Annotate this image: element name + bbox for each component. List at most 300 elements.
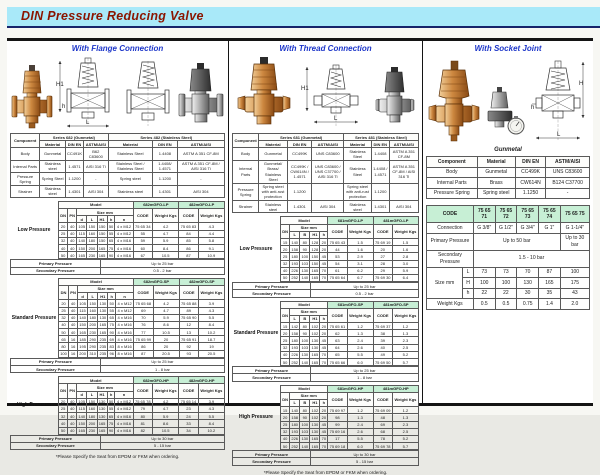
cell: 4 x M16 [116, 252, 132, 258]
header-cell: L [87, 391, 97, 398]
cell: 140 [78, 413, 86, 419]
cell: 75 65 43 [329, 239, 346, 245]
header-cell: Material [259, 141, 288, 148]
cell: Gunmetal [40, 148, 66, 160]
cell: 140 [301, 275, 309, 281]
cell: Gunmetal/ Brass/ Stainless Steel [259, 160, 288, 183]
cell: 1.5 [347, 239, 373, 246]
cell: 4.2 [153, 398, 179, 405]
cell: 61 [328, 267, 347, 274]
cell: 5 - 15 bar [311, 458, 419, 465]
cell: 200 [88, 245, 96, 251]
cell: 83 [109, 343, 114, 349]
svg-text:h: h [62, 104, 66, 110]
cell: 100 [301, 253, 309, 259]
cell: 1.4301 [65, 185, 83, 197]
cell: 50 [59, 252, 68, 259]
cell: Up to 30 bar [560, 233, 589, 250]
cell: 150 [98, 238, 106, 244]
cell: 8 x M16 [117, 343, 132, 349]
cell: Spring steel with anti-rust protection [259, 183, 288, 201]
header-cell: Model [59, 278, 134, 285]
cell: 75 65 14 [180, 399, 197, 405]
header-cell: Series 482 (Stainless Steel) [108, 134, 224, 141]
socket-valve-with-gauge-photo [485, 86, 525, 144]
cell: Up to 25 bar [100, 260, 224, 267]
header-cell: DIN EN [287, 141, 312, 148]
header-cell: 75 65 72 [495, 206, 517, 223]
cell: 40 [59, 321, 69, 328]
cell: 1.6 [347, 246, 373, 253]
cell: 180 [291, 422, 299, 427]
cell: ASTM A 351 CF-8M / AISI 316 Ti [389, 160, 418, 183]
cell: Internal Parts [11, 160, 40, 172]
header-cell: ASTM/AISI [177, 141, 224, 148]
cell: 1.1200 [153, 173, 178, 185]
cell: 1.5 [392, 239, 418, 246]
content-area [7, 38, 593, 475]
cell: 2.3 [392, 421, 418, 428]
cell: 160 [88, 406, 96, 412]
header-cell: L [290, 231, 300, 238]
cell: Primary Pressure [11, 260, 101, 267]
cell: 5.9 [153, 413, 179, 420]
cell: 103 [301, 429, 309, 435]
header-cell: 75 65 71 [473, 206, 495, 223]
flange-low-pressure-ranges [10, 259, 225, 274]
cell: 5.2 [392, 351, 418, 358]
cell: 33 [179, 420, 199, 427]
cell: 4 x M16 [116, 245, 132, 251]
cell: 180 [88, 238, 96, 244]
cell: 1.4408/ 1.4571 [153, 160, 178, 172]
cell: 45 [321, 345, 327, 351]
svg-text:L: L [86, 120, 90, 126]
cell: 48 [373, 414, 392, 421]
cell: 1.4 [539, 299, 561, 310]
cell: 1.1200 [65, 173, 83, 185]
header-cell: ASTM/AISI [312, 141, 344, 148]
cell: 16 [69, 336, 78, 343]
cell: 40 [373, 344, 392, 351]
cell: 20 [281, 330, 290, 337]
cell: 38 [373, 330, 392, 337]
cell: 50 [108, 223, 114, 229]
socket-valve-technical-drawing [530, 60, 588, 144]
svg-text:L: L [556, 132, 560, 138]
header-cell: Model [59, 377, 134, 384]
cell: 65 [328, 351, 347, 358]
header-cell: 75 65 75 [560, 206, 589, 223]
cell: Spring steel [108, 173, 152, 185]
thread-ordering-note: *Please Specify the Seat from EPDM or FKM when ordering. [263, 469, 388, 475]
cell: 12 [179, 321, 198, 328]
cell: 5 - 15 bar [100, 442, 224, 449]
cell: 4.7 [153, 405, 179, 412]
cell: G 3/4" [517, 223, 539, 234]
cell: Primary Pressure [427, 233, 474, 250]
socket-spec-table [426, 205, 590, 310]
stainless-flange-valve-photo [178, 62, 224, 130]
header-cell: CODE [328, 224, 347, 238]
cell: 20 [321, 407, 327, 413]
cell: 40 [68, 420, 77, 427]
cell: 20 [59, 398, 68, 405]
socket-material-subtitle: Gunmetal [494, 147, 522, 153]
header-cell: CODE [179, 209, 199, 223]
cell: Stainless Steel / Stainless Steel [108, 160, 152, 172]
header-cell: L [290, 315, 300, 322]
cell: 69 [373, 421, 392, 428]
thread-high-pressure-block [232, 385, 419, 451]
cell: 50 [59, 427, 68, 434]
cell: 200 [79, 351, 86, 357]
cell: 40 [69, 321, 78, 328]
cell: Stainless steel [344, 201, 372, 213]
cell: 165 [311, 443, 319, 449]
cell: 75 65 61 [329, 323, 346, 329]
cell: 5.7 [392, 359, 418, 366]
thread-materials-table [232, 133, 419, 213]
cell: G 1" [539, 223, 561, 234]
cell: 235 [99, 336, 107, 342]
header-cell: DIN EN [515, 157, 545, 168]
cell: 1.4408 [371, 148, 389, 160]
header-cell: 481mGFO-LP [373, 217, 418, 224]
cell: 75 65 66 [329, 359, 346, 365]
header-cell: Weight Kgs [198, 209, 224, 223]
header-cell: CODE [179, 285, 198, 299]
cell: Up to 50 bar [473, 233, 560, 250]
header-cell: CODE [373, 308, 392, 322]
cell: 4 x M16 [116, 420, 132, 426]
cell: Primary Pressure [11, 358, 101, 365]
cell: 158 [291, 246, 299, 252]
cell: ASTM A 351 CF-8M / AISI 316 Ti [177, 160, 224, 172]
cell: 252 [291, 275, 299, 281]
cell: 100 [495, 278, 517, 289]
flange-standard-pressure-block [10, 278, 225, 358]
cell: 45 [321, 261, 327, 267]
cell: 20 [321, 330, 327, 336]
cell: 93 [179, 350, 198, 357]
cell: 1 - 8 bar [311, 374, 419, 381]
header-cell: PN [68, 209, 77, 223]
header-cell: 482mGFO-SP [179, 278, 224, 285]
cell: 75 65 83 [180, 223, 197, 229]
cell: 226 [291, 268, 299, 274]
header-cell: Weight Kgs [347, 224, 373, 238]
cell: Spring steel [477, 188, 515, 199]
cell: 32 [281, 260, 290, 267]
header-cell: Material [108, 141, 152, 148]
cell: 1.3 [347, 414, 373, 421]
header-cell: Weight Kgs [153, 209, 179, 223]
cell: 8.4 [198, 321, 224, 328]
cell: 165 [98, 428, 106, 433]
cell: 65 [108, 413, 114, 419]
cell: Strainer [233, 201, 259, 213]
cell: UNS C83600 [312, 148, 344, 160]
header-cell: Size mm [78, 285, 134, 292]
header-cell: Weight Kgs [392, 308, 418, 322]
cell: ASTM A 351 CF-8M [389, 148, 418, 160]
thread-materials-table [232, 133, 419, 213]
cell: 80 [300, 407, 310, 414]
cell: 75 69 97 [329, 407, 346, 413]
cell: 1.1200 [287, 183, 312, 201]
header-cell: CODE [373, 392, 392, 406]
cell: 20.5 [198, 350, 224, 357]
cell: 40 [68, 413, 77, 420]
flange-product-images [10, 54, 225, 130]
header-cell: ASTM/AISI [389, 141, 418, 148]
cell: 73 [473, 267, 495, 278]
cell: 4 x M16 [117, 315, 132, 321]
cell: 103 [301, 345, 309, 351]
cell: 8.4 [153, 245, 179, 252]
cell: 40 [69, 329, 78, 336]
cell: 8.4 [198, 420, 224, 427]
cell: 102 [311, 323, 319, 329]
cell: B124 C37700 [546, 178, 590, 189]
header-cell: h [107, 391, 115, 398]
cell: 77 [134, 329, 153, 336]
cell: 64 [328, 344, 347, 351]
cell: 87 [179, 252, 199, 259]
socket-spec-table [426, 205, 590, 310]
cell: Pressure Spring [11, 173, 40, 185]
cell: 4 x M12 [117, 308, 132, 313]
cell: 50 [59, 329, 69, 336]
cell: Up to 25 bar [100, 358, 224, 365]
cell: 53 [328, 253, 347, 260]
cell: 165 [79, 329, 86, 335]
header-cell: L [88, 293, 98, 300]
cell: 140 [78, 238, 86, 244]
thread-low-pressure-block [232, 216, 419, 282]
cell: 18.7 [198, 336, 224, 343]
thread-low-pressure-ranges [232, 282, 419, 297]
cell: 22 [473, 288, 495, 299]
cell: Pressure Spring [233, 183, 259, 201]
header-cell: Series 681 (Gunmetal) [259, 134, 344, 141]
cell: G 3/8" [473, 223, 495, 234]
cell: 1.4301 [287, 201, 312, 213]
cell: 130 [99, 315, 107, 321]
cell: 45 [321, 253, 327, 259]
cell: 100 [560, 267, 589, 278]
cell: 90 [300, 414, 310, 421]
cell: 1.3 [392, 330, 418, 337]
cell: 252 [291, 359, 299, 365]
cell: 128 [311, 239, 319, 245]
cell: 4 x M16 [116, 413, 132, 419]
cell: 55 [133, 230, 153, 237]
header-cell: h [320, 399, 328, 406]
cell: 0.5 - 2 bar [100, 267, 224, 274]
cell: 10.5 [153, 252, 179, 259]
cell: Primary Pressure [233, 451, 311, 458]
cell: 70 [321, 443, 327, 449]
header-cell: 682mGFO-SP [134, 278, 179, 285]
cell: 39 [373, 337, 392, 344]
cell: 150 [88, 223, 96, 229]
cell: 5.5 [198, 314, 224, 321]
cell: Internal Parts [427, 178, 478, 189]
cell: 75 [109, 322, 114, 328]
cell: Gunmetal [259, 148, 288, 160]
cell: 22 [495, 288, 517, 299]
header-cell: 75 65 73 [517, 206, 539, 223]
cell: 16 [69, 343, 78, 350]
cell: 49 [373, 351, 392, 358]
cell: 9.1 [198, 245, 224, 252]
header-cell: CODE [427, 206, 474, 223]
cell: 290 [89, 336, 97, 342]
cell: 40 [68, 237, 77, 244]
cell: 4 x M12 [117, 300, 132, 306]
cell: 1.4408 / 1.4571 [371, 160, 389, 183]
cell: 193 [291, 345, 299, 351]
cell: 140 [291, 239, 299, 245]
header-cell: Weight Kgs [347, 308, 373, 322]
cell: Secondary Pressure [11, 366, 101, 373]
cell: h [463, 288, 474, 299]
header-cell: ASTM/AISI [84, 141, 109, 148]
cell: 62 [328, 330, 347, 337]
cell: 5.5 [347, 351, 373, 358]
cell: CC491K [65, 148, 83, 160]
cell: 50 [281, 359, 290, 366]
socket-materials-table [426, 156, 590, 199]
cell: 20.5 [153, 350, 179, 357]
cell: 40 [68, 398, 77, 405]
cell: 5.5 [347, 435, 373, 442]
cell: 55 [108, 231, 114, 237]
cell: 150 [88, 399, 96, 405]
cell: 3.0 [392, 260, 418, 267]
cell: 130 [311, 337, 319, 343]
header-cell: d [77, 216, 87, 223]
cell: 3.9 [198, 398, 224, 405]
cell: 8.6 [153, 321, 179, 328]
cell: 180 [291, 337, 299, 343]
cell: 76 [134, 321, 153, 328]
cell: 20 [281, 246, 290, 253]
cell: 150 [78, 245, 86, 251]
thread-high-pressure-label: High Pressure [239, 414, 273, 421]
flange-ordering-note: *Please Specify the Seat from EPDM or FKM when ordering. [55, 454, 180, 460]
cell: Gunmetal [477, 167, 515, 178]
header-cell: H1 [98, 293, 108, 300]
cell: 2.5 [392, 428, 418, 435]
cell: 75 [108, 420, 114, 426]
cell: 130 [311, 429, 319, 435]
cell: 1.4571 [65, 160, 83, 172]
cell: 45 [321, 422, 327, 427]
cell: 160 [88, 231, 96, 237]
cell: 0.5 [473, 299, 495, 310]
thread-high-pressure-ranges [232, 450, 419, 465]
cell: Secondary Pressure [427, 250, 474, 267]
cell: 89 [179, 307, 198, 314]
thread-standard-pressure-label: Standard Pressure [233, 330, 279, 337]
header-cell: DN [59, 285, 69, 299]
cell: 165 [311, 275, 319, 281]
cell: Stainless Steel [108, 148, 152, 160]
header-cell: 681mGFO-LP [328, 217, 373, 224]
thread-valve-technical-drawing [300, 64, 366, 130]
flange-low-pressure-table [58, 201, 225, 260]
header-cell: CODE [328, 308, 347, 322]
cell: 80 [59, 343, 69, 350]
cell: 70 [321, 436, 327, 442]
cell: 35 [539, 288, 561, 299]
gunmetal-thread-valve-photo [237, 56, 291, 130]
cell: 65 [109, 315, 114, 321]
cell: 4 x M12 [116, 223, 132, 229]
flange-high-pressure-ranges [10, 435, 225, 450]
cell: 75 [108, 245, 114, 251]
header-cell: CODE [373, 224, 392, 238]
header-cell: 682mGFO-LP [133, 201, 179, 208]
cell: 54 [328, 260, 347, 267]
cell: Stainless steel [40, 160, 66, 172]
flange-high-pressure-label: High Pressure [17, 402, 51, 409]
cell: 75 65 64 [329, 275, 346, 281]
cell [312, 183, 344, 201]
header-cell: DN [281, 308, 290, 322]
cell: 86 [134, 343, 153, 350]
cell: 3.1 [347, 260, 373, 267]
cell: 158 [291, 414, 299, 420]
cell: Up to 25 bar [311, 367, 419, 374]
cell: 20 [281, 414, 290, 421]
cell: 40 [68, 252, 77, 259]
cell: 150 [311, 261, 319, 267]
cell: 105 [78, 223, 86, 229]
cell: 165 [311, 436, 319, 442]
cell: Weight Kgs [427, 299, 474, 310]
thread-standard-pressure-table [280, 301, 419, 367]
header-cell: DIN EN [153, 141, 178, 148]
svg-text:H1: H1 [301, 86, 310, 92]
cell: 2.5 [392, 344, 418, 351]
cell: 16 [69, 350, 78, 357]
cell: 105 [78, 399, 86, 405]
cell: 4 x M16 [117, 329, 132, 335]
cell: 6.4 [392, 274, 418, 281]
cell: 193 [291, 261, 299, 267]
cell: 4 x M16 [116, 238, 132, 244]
cell: 165 [311, 359, 319, 365]
cell: 1.4301 [371, 201, 389, 213]
cell: 80 [300, 323, 310, 330]
cell: 1 - 8 bar [100, 366, 224, 373]
cell: 226 [291, 352, 299, 358]
cell: Up to 30 bar [311, 451, 419, 458]
cell: 90 [108, 428, 114, 433]
thread-standard-pressure-ranges [232, 366, 419, 381]
cell: 1.1200 [371, 183, 389, 201]
flange-low-pressure-ranges [10, 259, 225, 274]
cell: 40 [68, 245, 77, 252]
cell: 25 [59, 307, 69, 314]
flange-low-pressure-table [58, 201, 225, 260]
cell: Body [233, 148, 259, 160]
header-cell: Size mm [290, 308, 328, 315]
